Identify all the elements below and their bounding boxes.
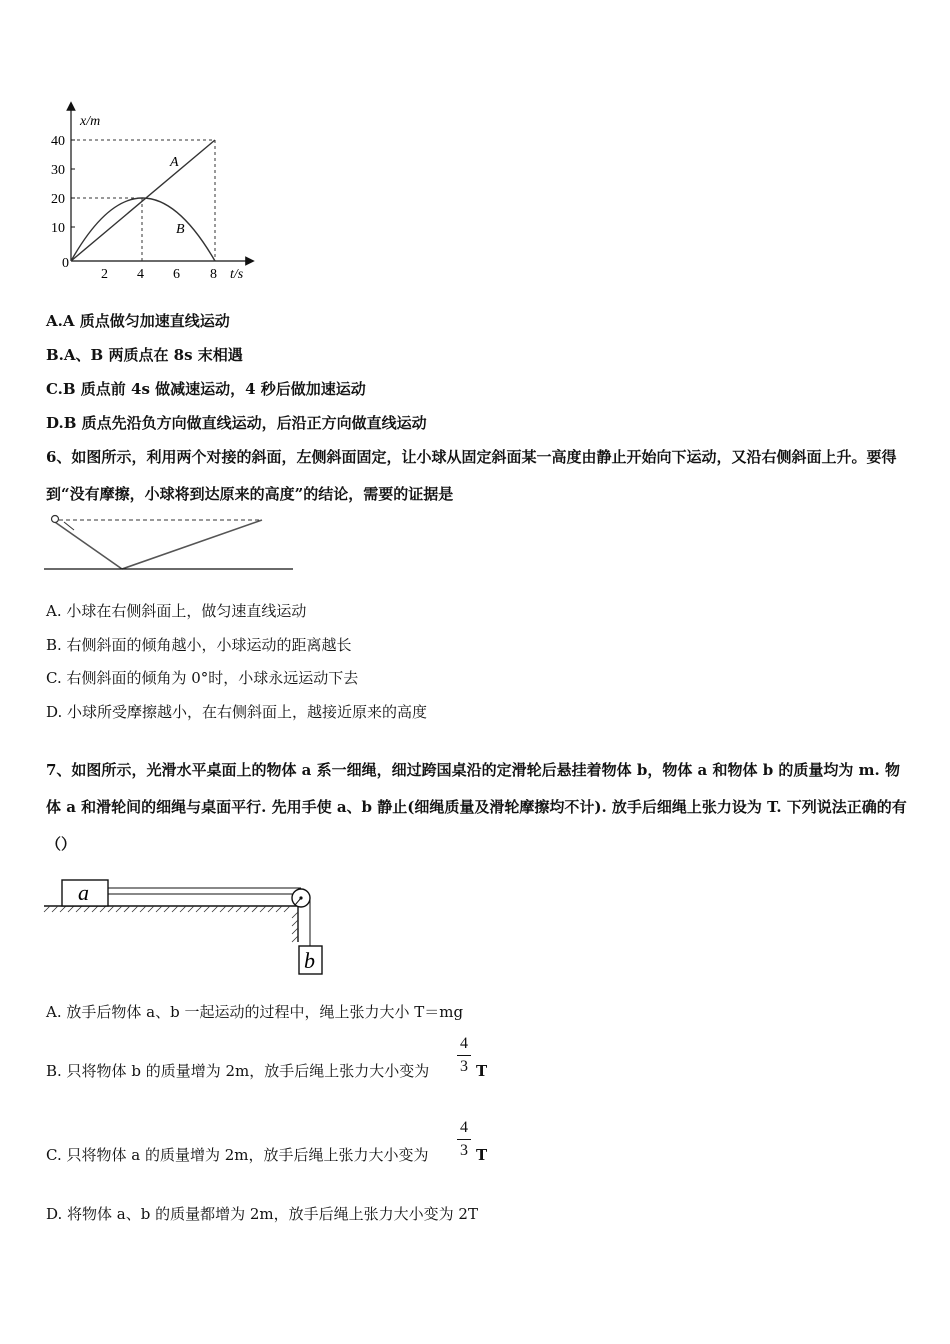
x-tick-6: 6 xyxy=(173,267,180,282)
xt-graph xyxy=(40,100,260,290)
x-tick-8: 8 xyxy=(210,267,217,282)
q5-option-a: A.A 质点做匀加速直线运动 xyxy=(46,312,230,330)
q6-option-a: A. 小球在右侧斜面上，做匀速直线运动 xyxy=(46,602,307,620)
q7-option-d: D. 将物体 a、b 的质量都增为 2m，放手后绳上张力大小变为 2T xyxy=(46,1205,478,1223)
left-incline xyxy=(52,520,122,569)
q7-stem: 7、如图所示，光滑水平桌面上的物体 a 系一细绳，细过跨国桌沿的定滑轮后悬挂着物体 b，物体 a 和物体 b 的质量均为 m. 物体 a 和滑轮间的细绳与桌面平行. 先用手使 a、b 静止(细绳质量及滑轮摩擦均不计). 放手后细绳上张力设为 T. 下列说法正确的有（） xyxy=(46,761,907,853)
q7-option-b-suffix: T xyxy=(476,1062,488,1080)
curve-b xyxy=(71,198,215,261)
q7-option-a: A. 放手后物体 a、b 一起运动的过程中，绳上张力大小 T＝mg xyxy=(46,1003,464,1021)
x-axis-label: t/s xyxy=(230,267,244,282)
q5-option-d: D.B 质点先沿负方向做直线运动，后沿正方向做直线运动 xyxy=(46,414,427,432)
label-b: B xyxy=(176,222,185,237)
right-incline xyxy=(122,520,262,569)
line-a xyxy=(71,140,215,261)
y-axis-label: x/m xyxy=(80,114,101,129)
pulley-figure xyxy=(40,870,340,980)
ball xyxy=(52,516,59,523)
x-tick-4: 4 xyxy=(137,267,144,282)
q5-option-c: C.B 质点前 4s 做减速运动，4 秒后做加速运动 xyxy=(46,380,366,398)
x-tick-2: 2 xyxy=(101,267,108,282)
q6-option-c: C. 右侧斜面的倾角为 0°时，小球永远运动下去 xyxy=(46,669,359,687)
q7-option-c-suffix: T xyxy=(476,1146,488,1164)
q7-option-c: C. 只将物体 a 的质量增为 2m，放手后绳上张力大小变为 xyxy=(46,1146,429,1164)
y-tick-40: 40 xyxy=(51,134,65,149)
block-b-label: b xyxy=(304,948,315,973)
block-a-label: a xyxy=(78,880,89,905)
q6-stem: 6、如图所示，利用两个对接的斜面，左侧斜面固定，让小球从固定斜面某一高度由静止开始向下运动，又沿右侧斜面上升。要得到“没有摩擦，小球将到达原来的高度”的结论，需要的证据是 xyxy=(46,448,897,503)
fraction-numerator: 4 xyxy=(460,1035,468,1052)
fraction-denominator: 3 xyxy=(460,1142,468,1159)
x-tick-0: 0 xyxy=(62,256,69,271)
inclines-figure xyxy=(40,510,300,576)
fraction-denominator: 3 xyxy=(460,1058,468,1075)
q5-option-b: B.A、B 两质点在 8s 末相遇 xyxy=(46,346,243,364)
q7-option-c-fraction xyxy=(457,1119,471,1160)
q6-option-b: B. 右侧斜面的倾角越小，小球运动的距离越长 xyxy=(46,636,352,654)
q6-option-d: D. 小球所受摩擦越小，在右侧斜面上，越接近原来的高度 xyxy=(46,703,428,721)
fraction-numerator: 4 xyxy=(460,1119,468,1136)
y-tick-30: 30 xyxy=(51,163,65,178)
y-tick-20: 20 xyxy=(51,192,65,207)
y-tick-10: 10 xyxy=(51,221,65,236)
label-a: A xyxy=(170,155,179,170)
q7-option-b-fraction xyxy=(457,1035,471,1076)
q7-option-b: B. 只将物体 b 的质量增为 2m，放手后绳上张力大小变为 xyxy=(46,1062,430,1080)
